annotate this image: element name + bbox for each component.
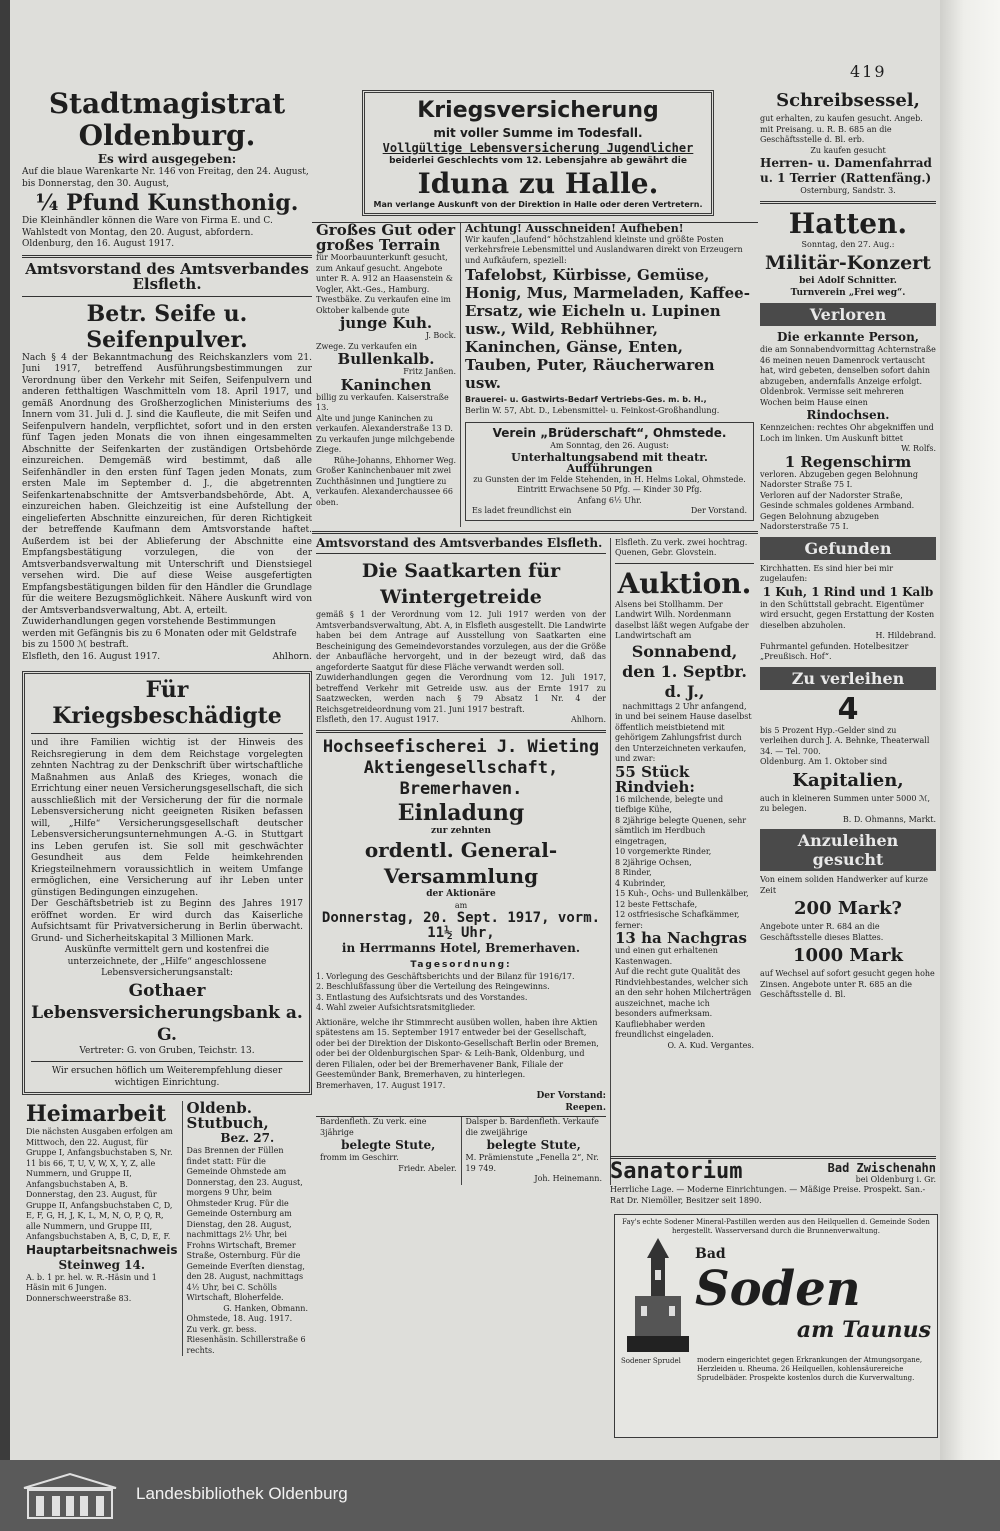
ad-signature: J. Bock. (425, 331, 456, 340)
verleihen-label: Zu verleihen (760, 667, 936, 690)
ad-cattle: 55 Stück Rindvieh: (615, 762, 695, 796)
ad-tower-label: Sodener Sprudel (621, 1357, 681, 1365)
ad-bad: Bad (695, 1246, 726, 1263)
ad-item: 16 milchende, belegte und tiefbige Kühe, (615, 794, 724, 814)
ad-text: Kirchhatten. Es sind hier bei mir zugelaufen: (760, 563, 894, 583)
notice-title: Heimarbeit (26, 1101, 167, 1127)
ad-text: Bardenfleth. Zu verk. eine 3jährige (320, 1117, 427, 1137)
ad-item: 1 Kuh, 1 Rind und 1 Kalb (762, 584, 934, 599)
divider (316, 553, 606, 554)
notice-text: am (454, 900, 468, 910)
ad-text: bis 5 Prozent Hyp.-Gelder sind zu verleihen durch J. A. Behnke, Theaterwall 34. — Tel. 700. (760, 725, 930, 756)
ad-heading: Großes Gut oder großes Terrain (316, 221, 456, 254)
ad-text: Twestbäke. Zu verkaufen eine im Oktober kalbende gute (316, 295, 451, 315)
verein-ad (465, 422, 754, 521)
library-building-logo (20, 1470, 120, 1522)
notice-date: Donnerstag, 20. Sept. 1917, vorm. 11½ Uhr, (321, 910, 601, 941)
notice-subtitle: Es wird ausgegeben: (97, 152, 237, 166)
divider (316, 730, 606, 733)
notice-text: Nach § 4 der Bekanntmachung des Reichskanzlers vom 21. Juni 1917, betreffend Ausführungsbestimmungen zur Verordnung über den Verkehr mit Seifen, Seifenpulvern und anderen fetthaltigen Waschmitteln vom 18. April 1917, und gemäß Anordnung des Großherzoglichen Ministeriums des Innern vom 31. Juli d. J. sind die Kaufleute, die mit Seifen und Seifenpulvern handeln, verpflichtet, sofort und in den ersten fünf Tagen jeden Monats die von ihnen eingesammelten Abschnitte der Seifenkarten der zuständigen Ortsbehörde einzureichen. Demgemäß wird bestimmt, daß alle Seifenhändler in den ersten fünf Tagen jeden Monats, zum ersten Male im September d. J., die abgetrennten Seifenkartenabschnitte der Amtsverbandsbehörde, Abt. A, einzureichen haben. Gleichzeitig ist eine Aufstellung der eingelieferten Abschnitte einzureichen, für deren Richtigkeit der betreffende Kaufmann dem Amtsvorstande haftet. Außerdem ist bei der Ablieferung der Abschnitte eine Empfangsbestätigung vorzulegen, die von der Amtsverbandsverwaltung mit Unterschrift und Dienstsiegel versehen wird. Die auf diese Weise ausgefertigten Empfangsbestätigungen bilden für den Händler die Grundlage für die weitere Bezugsmöglichkeit. Nähere Auskunft wird von der Amtsverbandsverwaltung, Abt. A, erteilt. (22, 352, 312, 616)
ad-number: 4 (837, 691, 859, 727)
divider (312, 531, 758, 534)
ad-text: Oldenbrok. Vermisse seit mehreren Wochen beim Hause einen (760, 387, 904, 407)
ad-text: Angebote unter R. 684 an die Geschäftsstelle dieses Blattes. (760, 922, 884, 942)
ad-title: Für Kriegsbeschädigte (52, 677, 282, 729)
ad-signature: O. A. Kud. Vergantes. (667, 1040, 754, 1050)
ad-text: Auskünfte vermittelt gern und kostenfrei die unterzeichnete, der „Hilfe“ angeschlossene Lebensversicherungsanstalt: (64, 945, 270, 978)
ad-text: verloren. Abzugeben gegen Belohnung Nadorster Straße 75 I. (760, 469, 919, 489)
ad-signature: Rühe-Johanns, Ehhorner Weg. (333, 455, 456, 465)
ad-place: bei Adolf Schnitter. (799, 276, 897, 286)
ad-text: Wir kaufen „laufend“ höchstzahlend kleinste und größte Posten verkehrsfreie Lebensmittel und Auslandwaren direkt von Erzeugern und Aufkäufern, speziell: (465, 234, 743, 265)
ad-title: Verein „Brüderschaft“, Ohmstede. (492, 426, 727, 440)
ad-item: 1 Regenschirm (784, 452, 912, 471)
library-footer (0, 1460, 1000, 1531)
stute-ads (316, 1116, 606, 1185)
notice-signature: G. Hanken, Obmann. (223, 1303, 308, 1313)
ad-start: Anfang 6½ Uhr. (577, 495, 642, 505)
notice-text: Die Kleinhändler können die Ware von Firma E. und C. Wahlstedt von Montag, den 20. August, abfordern. (22, 216, 273, 238)
ad-signature: H. Hildebrand. (875, 631, 936, 640)
ad-text: fromm im Geschirr. (320, 1153, 399, 1162)
ad-invite: Es ladet freundlichst ein (472, 506, 572, 515)
bottom-left-ads (22, 1101, 312, 1356)
ad-note: Man verlange Auskunft von der Direktion in Halle oder deren Vertretern. (373, 199, 703, 209)
ad-text: Zwege. Zu verkaufen ein (316, 341, 418, 351)
ad-item: Kapitalien, (792, 769, 904, 791)
notice-title: Stadtmagistrat Oldenburg. (48, 88, 286, 152)
ad-detail: zu Gunsten der im Felde Stehenden, in H. Helms Lokal, Ohmstede. (473, 474, 746, 484)
notice-gv: ordentl. General-Versammlung (364, 838, 558, 888)
ad-item: 8 2jährige belegte Quenen, sehr sämtlich im Herdbuch eingetragen, (615, 815, 747, 846)
ad-signature: Joh. Heinemann. (534, 1174, 602, 1183)
schreibsessel-ad (760, 88, 936, 197)
verloren-label: Verloren (760, 303, 936, 326)
ad-price: Eintritt Erwachsene 50 Pfg. — Kinder 30 Pfg. (517, 485, 702, 494)
ad-item: 4 Kubrinder, (615, 878, 666, 888)
ad-event: Unterhaltungsabend mit theatr. Aufführungen (511, 450, 708, 475)
ad-text: Alte und junge Kaninchen zu verkaufen. Alexanderstraße 13 D. (316, 413, 453, 433)
notice-place: in Herrmanns Hotel, Bremerhaven. (341, 941, 581, 955)
ad-title: Sanatorium (610, 1159, 743, 1184)
ad-item: belegte Stute, (341, 1138, 436, 1152)
ad-text: Fuhrmantel gefunden. Hotelbesitzer „Preußisch. Hof“. (760, 641, 909, 661)
ad-text: Großer Kaninchenbauer mit zwei Zuchthäsinnen und Jungtiere zu verkaufen. Alexanderchaussee 66 oben. (316, 466, 453, 507)
ad-text: für Moorbauunterkunft gesucht, zum Ankauf gesucht. Angebote unter R. A. 912 an Haasenstein & Vogler, Akt.-Ges., Hamburg. (316, 253, 453, 294)
ad-item: 12 beste Fettschafe, (615, 899, 698, 909)
library-label: Landesbibliothek Oldenburg (136, 1484, 348, 1503)
notice-date: Elsfleth, den 17. August 1917. (316, 715, 439, 724)
ad-item: 200 Mark? (794, 898, 902, 919)
ad-gras: 13 ha Nachgras (615, 929, 747, 947)
stute-ad (316, 1117, 462, 1185)
kriegsversicherung-ad (362, 90, 714, 216)
kriegsbeschaedigte-ad (22, 671, 312, 1095)
notice-text: Die nächsten Ausgaben erfolgen am Mittwoch, den 22. August, für Gruppe I, Anfangsbuchstaben S, Nr. 11 bis 66, T, U, V, W, X, Y, Z, alle Nummern, und Gruppe II, Anfangsbuchstaben A, B. Donnerstag, den 23. August, für Gruppe II, Anfangsbuchstaben C, D, E, F, G, H, J, K, L, M, N, O, P, Q, R, alle Nummern, und Gruppe III, Anfangsbuchstaben A, B, C, D, E, F. (26, 1127, 173, 1241)
ad-signature: W. Rolfs. (901, 444, 936, 453)
sanatorium-ad (610, 1156, 936, 1206)
notice-text: gemäß § 1 der Verordnung vom 12. Juli 1917 werden von der Amtsverbandsverwaltung, Abt. A, in Elsfleth ausgestellt. Die Landwirte haben bei dem Antrage auf Ausstellung von Saatkarten eine Bescheinigung des Gemeindevorstandes vorzulegen, aus der die Größe der Anbaufläche hervorgeht, und in der bezeugt wird, daß das angeforderte Saatgut für diese Fläche verwandt werden soll. (316, 610, 606, 672)
small-ads (312, 223, 461, 527)
ad-text: auch in kleineren Summen unter 5000 ℳ, zu belegen. (760, 793, 931, 813)
agenda-item: 2. Beschlußfassung über die Verteilung des Reingewinns. (316, 982, 550, 991)
ad-text: Oldenburg. Am 1. Oktober sind (760, 757, 888, 766)
ad-title: Schreibsessel, (776, 90, 920, 111)
right-page-edge (940, 0, 1000, 1460)
ad-text: Herrliche Lage. — Moderne Einrichtungen. — Mäßige Preise. Prospekt. San.-Rat Dr. Niemöller, Besitzer seit 1890. (610, 1185, 926, 1205)
ad-item: belegte Stute, (486, 1138, 581, 1152)
ad-date: Sonntag, den 27. Aug.: (801, 239, 895, 249)
notice-misc: A. b. 1 pr. hel. w. R.-Häsin und 1 Häsin mit 6 Jungen. Donnerschweerstraße 83. (26, 1272, 157, 1303)
ad-text: M. Prämienstute „Fenella 2“, Nr. 19 749. (465, 1153, 599, 1173)
ad-top: Fay's echte Sodener Mineral-Pastillen werden aus den Heilquellen d. Gemeinde Soden hergestellt. Wasserversand durch die Brunnenverwaltung. (622, 1218, 930, 1235)
notice-date: Oldenburg, den 16. August 1917. (22, 239, 175, 249)
ad-title: Achtung! Ausschneiden! Aufheben! (465, 222, 684, 235)
stute-ad (462, 1117, 607, 1185)
ad-org: Turnverein „Frei weg“. (790, 287, 906, 298)
hatten-ad (760, 208, 936, 300)
ad-text: Zu kaufen gesucht (810, 145, 886, 155)
ad-item: Rindochsen. (806, 408, 890, 422)
ad-bottom: modern eingerichtet gegen Erkrankungen der Atmungsorgane, Herzleiden u. Rheuma. 26 Heilquellen, kohlensäurereiche Sprudelbäder. Prospekte kostenlos durch die Kurverwaltung. (697, 1356, 923, 1382)
notice-date: Ohmstede, 18. Aug. 1917. (186, 1314, 293, 1323)
notice-signature: Reepen. (565, 1102, 606, 1113)
ad-detail: beiderlei Geschlechts vom 12. Lebensjahre ab gewährt die (389, 156, 687, 166)
ad-address: Berlin W. 57, Abt. D., Lebensmittel- u. Feinkost-Großhandlung. (465, 405, 720, 415)
middle-lower-left (312, 535, 611, 1185)
notice-text: Auf die blaue Warenkarte Nr. 146 von Freitag, den 24. August, bis Donnerstag, den 30. August, (22, 167, 309, 189)
ad-text: Alsens bei Stollhamm. Der Landwirt Wilh. Nordenmann daselbst läßt wegen Aufgabe der Landwirtschaft am (615, 599, 749, 640)
ad-text: die am Sonnabendvormittag Achternstraße 46 meinen neuen Damenrock vertauscht hat, wird gebeten, denselben sofort dahin abzugeben, andernfalls Anzeige erfolgt. (760, 345, 936, 386)
auktion-ad (611, 538, 758, 1185)
ad-subtitle: mit voller Summe im Todesfall. (433, 126, 643, 140)
ad-text: Dalsper b. Bardenfleth. Verkaufe die zweijährige (465, 1117, 599, 1137)
soden-ad (614, 1214, 938, 1438)
ad-items: Tafelobst, Kürbisse, Gemüse, Honig, Mus, Marmeladen, Kaffee-Ersatz, wie Eicheln u. Lupinen usw., Wild, Rebhühner, Kaninchen, Gänse, Enten, Tauben, Puter, Räucherwaren usw. (465, 266, 750, 392)
notice-title: Hochseefischerei J. Wieting (322, 736, 600, 757)
ad-item: Kaninchen (340, 375, 432, 394)
hochseefischerei-notice (316, 737, 606, 1115)
ad-item: 12 ostfriesische Schafkämmer, (615, 910, 740, 919)
ad-item: Bullenkalb. (337, 350, 435, 368)
ad-signature: Fritz Janßen. (403, 367, 456, 376)
notice-text: Aktionäre, welche ihr Stimmrecht ausüben wollen, haben ihre Aktien spätestens am 15. September 1917 entweder bei der Gesellschaft, oder bei der Direktion der Diskonto-Gesellschaft Berlin oder Bremen, oder bei der Oldenburgischen Spar- & Leih-Bank, Oldenburg, und deren Filialen, oder bei der Bremerhavener Bank, Filiale der Geestemünder Bank, Bremerhaven, zu hinterlegen. (316, 1017, 599, 1079)
ad-signature: Friedr. Abeler. (398, 1163, 457, 1173)
notice-misc: Zu verk. gr. bess. Riesenhäsin. Schillerstraße 6 rechts. (186, 1324, 306, 1355)
ad-text: in den Schüttstall gebracht. Eigentümer wird ersucht, gegen Erstattung der Kosten dieselben abzuholen. (760, 599, 935, 630)
ad-title: Kriegsversicherung (417, 98, 659, 123)
newspaper-page (10, 0, 940, 1460)
ad-tail: am Taunus (796, 1316, 931, 1343)
ad-item: 8 2jährige Ochsen, (615, 857, 692, 867)
anzuleihen-ads (760, 875, 936, 1001)
ad-line: Vollgültige Lebensversicherung Jugendlicher (382, 141, 694, 155)
ad-place: Bad Zwischenahn (827, 1161, 936, 1175)
notice-signature: Ahlhorn. (272, 651, 312, 662)
ad-company: Gothaer Lebensversicherungsbank a. G. (31, 980, 303, 1045)
amtsvorstand-notice (22, 259, 312, 664)
ad-head: Elsfleth. Zu verk. zwei hochtrag. Quenen, Gebr. Glovstein. (615, 537, 748, 557)
notice-date: Elsfleth, den 16. August 1917. (22, 651, 161, 662)
notice-einladung: Einladung (397, 799, 525, 826)
anzuleihen-label: Anzuleihen gesucht (760, 829, 936, 871)
ad-representative: Vertreter: G. von Gruben, Teichstr. 13. (79, 1045, 255, 1056)
ad-heading: Die erkannte Person, (777, 330, 919, 344)
notice-title: Oldenb. Stutbuch, (186, 1099, 269, 1132)
divider (22, 255, 312, 258)
ad-item: 15 Kuh-, Ochs- und Bullenkälber, (615, 889, 749, 898)
ad-address: Osternburg, Sandstr. 3. (800, 186, 896, 195)
notice-title: Die Saatkarten für Wintergetreide (361, 560, 561, 608)
notice-address: Steinweg 14. (58, 1257, 146, 1272)
notice-subtitle: Bez. 27. (220, 1131, 275, 1145)
verleihen-ads (760, 691, 936, 826)
gefunden-ads (760, 564, 936, 663)
notice-penalty: Zuwiderhandlungen gegen die Verordnung vom 12. Juli 1917, betreffend Verkehr mit Getreide usw. aus der Ernte 1917 zu Saatzwecken, werden nach § 79 Absatz 1 Nr. 4 der Reichsgetreideordnung vom 21. Juni 1917 bestraft. (316, 673, 606, 714)
ad-name: Soden (695, 1260, 861, 1317)
ad-item: Herren- u. Damenfahrrad u. 1 Terrier (Rattenfäng.) (760, 156, 932, 185)
ad-text: und ihre Familien wichtig ist der Hinweis des Reichsregierung in dem dem Reichstage vorgelegten zehnten Nachtrag zu der Denkschrift über wirtschaftliche Maßnahmen aus Anlaß des Krieges, wonach die Errichtung einer neuen Versicherungsgesellschaft, die sich ausschließlich mit der Versicherung der für die normale Lebensversicherung nicht geeigneten Risiken befassen will, „Hilfe“ Versicherungsgesellschaft deutscher Lebensversicherungsunternehmungen A.-G. in Stuttgart ins Leben gerufen ist. Sie soll mit geschwächter Gesundheit aus dem Felde heimkehrenden Kriegsteilnehmern voraussichtlich in weitem Umfange ermöglichen, eine Versicherung auf ihr Leben unter günstigen Bedingungen einzugehen. (31, 738, 303, 898)
divider (760, 201, 936, 204)
stutbuch-notice (183, 1101, 312, 1356)
ad-text: auf Wechsel auf sofort gesucht gegen hohe Zinsen. Angebote unter R. 685 an die Geschäftsstelle d. Bl. (760, 969, 935, 999)
ad-place: bei Oldenburg i. Gr. (855, 1174, 936, 1184)
notice-office: Hauptarbeitsnachweis (26, 1242, 178, 1257)
ad-text: Der Geschäftsbetrieb ist zu Beginn des Jahres 1917 eröffnet worden. Er wird durch das Kaiserliche Aufsichtsamt für Privatversicherung in Berlin überwacht. Grund- und Sicherheitskapital 3 Millionen Mark. (31, 899, 303, 944)
divider (31, 1061, 303, 1062)
notice-text: der Aktionäre (426, 889, 496, 899)
agenda-item: 4. Wahl zweier Aufsichtsratsmitglieder. (316, 1003, 476, 1012)
notice-date: Bremerhaven, 17. August 1917. (316, 1080, 446, 1090)
notice-agenda-title: Tagesordnung: (410, 960, 512, 970)
ad-text: Auf die recht gute Qualität des Rindviehbestandes, welcher sich an den sehr hohen Milcherträgen auszeichnet, mache ich besonders aufmerksam. Kaufliebhaber werden freundlichst eingeladen. (615, 967, 752, 1039)
ad-item: junge Kuh. (339, 314, 433, 332)
ad-signature: Der Vorstand. (690, 506, 747, 515)
ad-text: gut erhalten, zu kaufen gesucht. Angeb. mit Preisang. u. R. B. 685 an die Geschäftsstelle d. Bl. erb. (760, 114, 923, 144)
left-page-edge (0, 0, 10, 1460)
notice-head: Amtsvorstand des Amtsverbandes Elsfleth. (316, 535, 603, 550)
ad-note: Wir ersuchen höflich um Weiterempfehlung dieser wichtigen Einrichtung. (51, 1066, 283, 1088)
ad-time: nachmittags 2 Uhr anfangend, (622, 701, 747, 711)
divider (31, 733, 303, 734)
ad-title: Auktion. (617, 566, 752, 600)
ad-item: 10 vorgemerkte Rinder, (615, 847, 712, 856)
notice-title: Amtsvorstand des Amtsverbandes Elsfleth. (25, 259, 309, 293)
ad-signature: B. D. Ohmanns, Markt. (842, 814, 936, 824)
ad-text: Von einem soliden Handwerker auf kurze Zeit (760, 875, 929, 895)
verloren-ads (760, 330, 936, 533)
column-left (22, 88, 312, 1448)
notice-penalty: Zuwiderhandlungen gegen vorstehende Bestimmungen werden mit Gefängnis bis zu 6 Monaten oder mit Geldstrafe bis zu 1500 ℳ bestraft. (22, 617, 297, 650)
ad-text: Verloren auf der Nadorster Straße, Gesinde schmales goldenes Armband. Gegen Belohnung abzugeben Nadorsterstraße 75 I. (760, 490, 915, 531)
ad-text: Kennzeichen: rechtes Ohr abgekniffen und Loch im linken. Um Auskunft bittet (760, 423, 934, 443)
agenda-item: 3. Entlastung des Aufsichtsrats und des Vorstandes. (316, 992, 528, 1002)
ad-title: Hatten. (788, 206, 908, 240)
tower-illustration (621, 1236, 695, 1356)
stadtmagistrat-notice (22, 88, 312, 251)
notice-text: Das Brennen der Füllen findet statt: Für die Gemeinde Ohmstede am Donnerstag, den 23. August, morgens 9 Uhr, beim Ohmsteder Krug. Für die Gemeinde Osternburg am Dienstag, den 28. August, nachmittags 2½ Uhr, bei Frohns Wirtschaft, Bremer Straße, Osternburg. Für die Gemeinde Everſten dienstag, den 28. August, nachmittags 4½ Uhr, bei C. Schölls Wirtschaft, Bloherfelde. (186, 1146, 305, 1302)
middle-ads-row (312, 222, 758, 527)
notice-title: Aktiengesellschaft, Bremerhaven. (363, 757, 559, 799)
ad-text: Zu verkaufen junge milchgebende Ziege. (316, 434, 455, 454)
gefunden-label: Gefunden (760, 537, 936, 560)
ad-item: 8 Rinder, (615, 868, 652, 877)
divider (22, 296, 312, 297)
page-number: 419 (850, 62, 887, 81)
ad-text: ferner: (615, 920, 643, 930)
ad-text: und einen gut erhaltenen Kastenwagen. (615, 946, 718, 966)
divider (615, 563, 754, 564)
agenda-item: 1. Vorlegung des Geschäftsberichts und der Bilanz für 1916/17. (316, 971, 575, 981)
middle-lower-row (312, 535, 758, 1185)
ad-company: Brauerei- u. Gastwirts-Bedarf Vertriebs-Ges. m. b. H., (465, 395, 707, 404)
notice-item: ¼ Pfund Kunsthonig. (35, 190, 299, 216)
ad-company: Iduna zu Halle. (417, 166, 659, 200)
ad-text: billig zu verkaufen. Kaiserstraße 13. (316, 392, 449, 412)
saatkarten-notice (316, 535, 606, 726)
notice-heading: Betr. Seife u. Seifenpulver. (86, 300, 248, 353)
notice-signature: Ahlhorn. (571, 715, 606, 724)
notice-vorstand: Der Vorstand: (536, 1091, 606, 1101)
ad-date: Sonnabend, den 1. Septbr. d. J., (622, 641, 747, 701)
notice-text: zur zehnten (431, 825, 491, 836)
ad-text: in und bei seinem Hause daselbst öffentlich meistbietend mit gehörigem Zahlungsfrist durch den Unterzeichneten verkaufen, und zwar: (615, 712, 752, 763)
ad-date: Am Sonntag, den 26. August: (550, 441, 669, 450)
ad-event: Militär-Konzert (765, 252, 931, 274)
heimarbeit-notice (22, 1101, 183, 1356)
ad-item: 1000 Mark (793, 945, 903, 966)
achtung-ad (461, 223, 758, 527)
